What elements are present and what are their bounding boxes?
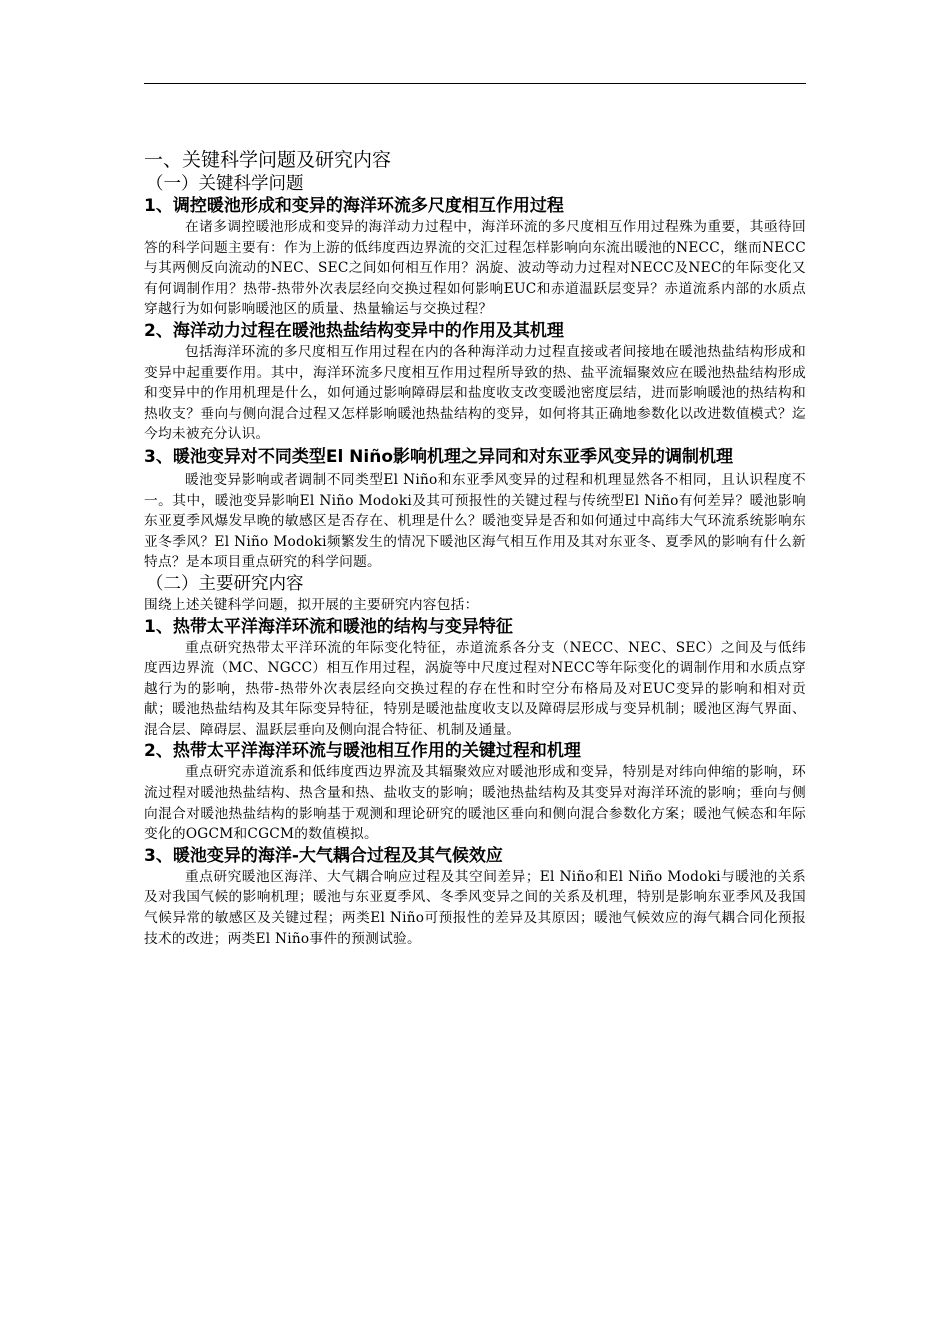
part2-item3-body: 重点研究暖池区海洋、大气耦合响应过程及其空间差异；El Niño和El Niño Modoki与暖池的关系及对我国气候的影响机理；暖池与东亚夏季风、冬季风变异之间的关系及机理，特别是影响东亚季风及我国气候异常的敏感区及关键过程；两类El Niño可预报性的差异及其原因；暖池气候效应的海气耦合同化预报技术的改进；两类El Niño事件的预测试验。 [144,868,806,947]
part2-item2-title: 2、热带太平洋海洋环流与暖池相互作用的关键过程和机理 [144,741,581,762]
header-rule [144,83,806,84]
part2-item3-title: 3、暖池变异的海洋-大气耦合过程及其气候效应 [144,845,503,866]
part2-item1-title: 1、热带太平洋海洋环流和暖池的结构与变异特征 [144,616,513,637]
part2-intro: 围绕上述关键科学问题，拟开展的主要研究内容包括： [144,596,479,613]
part1-item3-body: 暖池变异影响或者调制不同类型El Niño和东亚季风变异的过程和机理显然各不相同，且认识程度不一。其中，暖池变异影响El Niño Modoki及其可预报性的关键过程与传统型El Niño有何差异？暖池影响东亚夏季风爆发早晚的敏感区是否存在、机理是什么？暖池变异是否和如何通过中高纬大气环流系统影响东亚冬季风？El Niño Modoki频繁发生的情况下暖池区海气相互作用及其对东亚冬、夏季风的影响有什么新特点？是本项目重点研究的科学问题。 [144,471,806,571]
part1-item1-title: 1、调控暖池形成和变异的海洋环流多尺度相互作用过程 [144,196,564,216]
part2-item1-body: 重点研究热带太平洋环流的年际变化特征，赤道流系各分支（NECC、NEC、SEC）之间及与低纬度西边界流（MC、NGCC）相互作用过程，涡旋等中尺度过程对NECC等年际变化的调制作用和水质点穿越行为的影响，热带-热带外次表层经向交换过程的存在性和时空分布格局及对EUC变异的影响和相对贡献；暖池热盐结构及其年际变异特征，特别是暖池盐度收支以及障碍层形成与变异机制；暖池区海气界面、混合层、障碍层、温跃层垂向及侧向混合特征、机制及通量。 [144,639,806,738]
part1-item1-body: 在诸多调控暖池形成和变异的海洋动力过程中，海洋环流的多尺度相互作用过程殊为重要，其亟待回答的科学问题主要有：作为上游的低纬度西边界流的交汇过程怎样影响向东流出暖池的NECC，继而NECC与其两侧反向流动的NEC、SEC之间如何相互作用？涡旋、波动等动力过程对NECC及NEC的年际变化又有何调制作用？热带-热带外次表层经向交换过程如何影响EUC和赤道温跃层变异？赤道流系内部的水质点穿越行为如何影响暖池区的质量、热量输运与交换过程？ [144,219,806,318]
part1-item2-body: 包括海洋环流的多尺度相互作用过程在内的各种海洋动力过程直接或者间接地在暖池热盐结构形成和变异中起重要作用。其中，海洋环流多尺度相互作用过程所导致的热、盐平流辐聚效应在暖池热盐结构形成和变异中的作用机理是什么，如何通过影响障碍层和盐度收支改变暖池密度层结，进而影响暖池的热结构和热收支？垂向与侧向混合过程又怎样影响暖池热盐结构的变异，如何将其正确地参数化以改进数值模式？迄今均未被充分认识。 [144,343,806,443]
part1-item2-title: 2、海洋动力过程在暖池热盐结构变异中的作用及其机理 [144,320,564,341]
part1-title: （一）关键科学问题 [146,174,304,194]
part2-title: （二）主要研究内容 [146,573,304,594]
part2-item2-body: 重点研究赤道流系和低纬度西边界流及其辐聚效应对暖池形成和变异，特别是对纬向伸缩的影响，环流过程对暖池热盐结构、热含量和热、盐收支的影响；暖池热盐结构及其变异对海洋环流的影响；垂向与侧向混合对暖池热盐结构的影响基于观测和理论研究的暖池区垂向和侧向混合参数化方案；暖池气候态和年际变化的OGCM和CGCM的数值模拟。 [144,764,806,843]
section-title: 一、关键科学问题及研究内容 [144,149,392,171]
document-body [144,147,806,949]
part1-item3-title: 3、暖池变异对不同类型El Niño影响机理之异同和对东亚季风变异的调制机理 [144,446,734,467]
